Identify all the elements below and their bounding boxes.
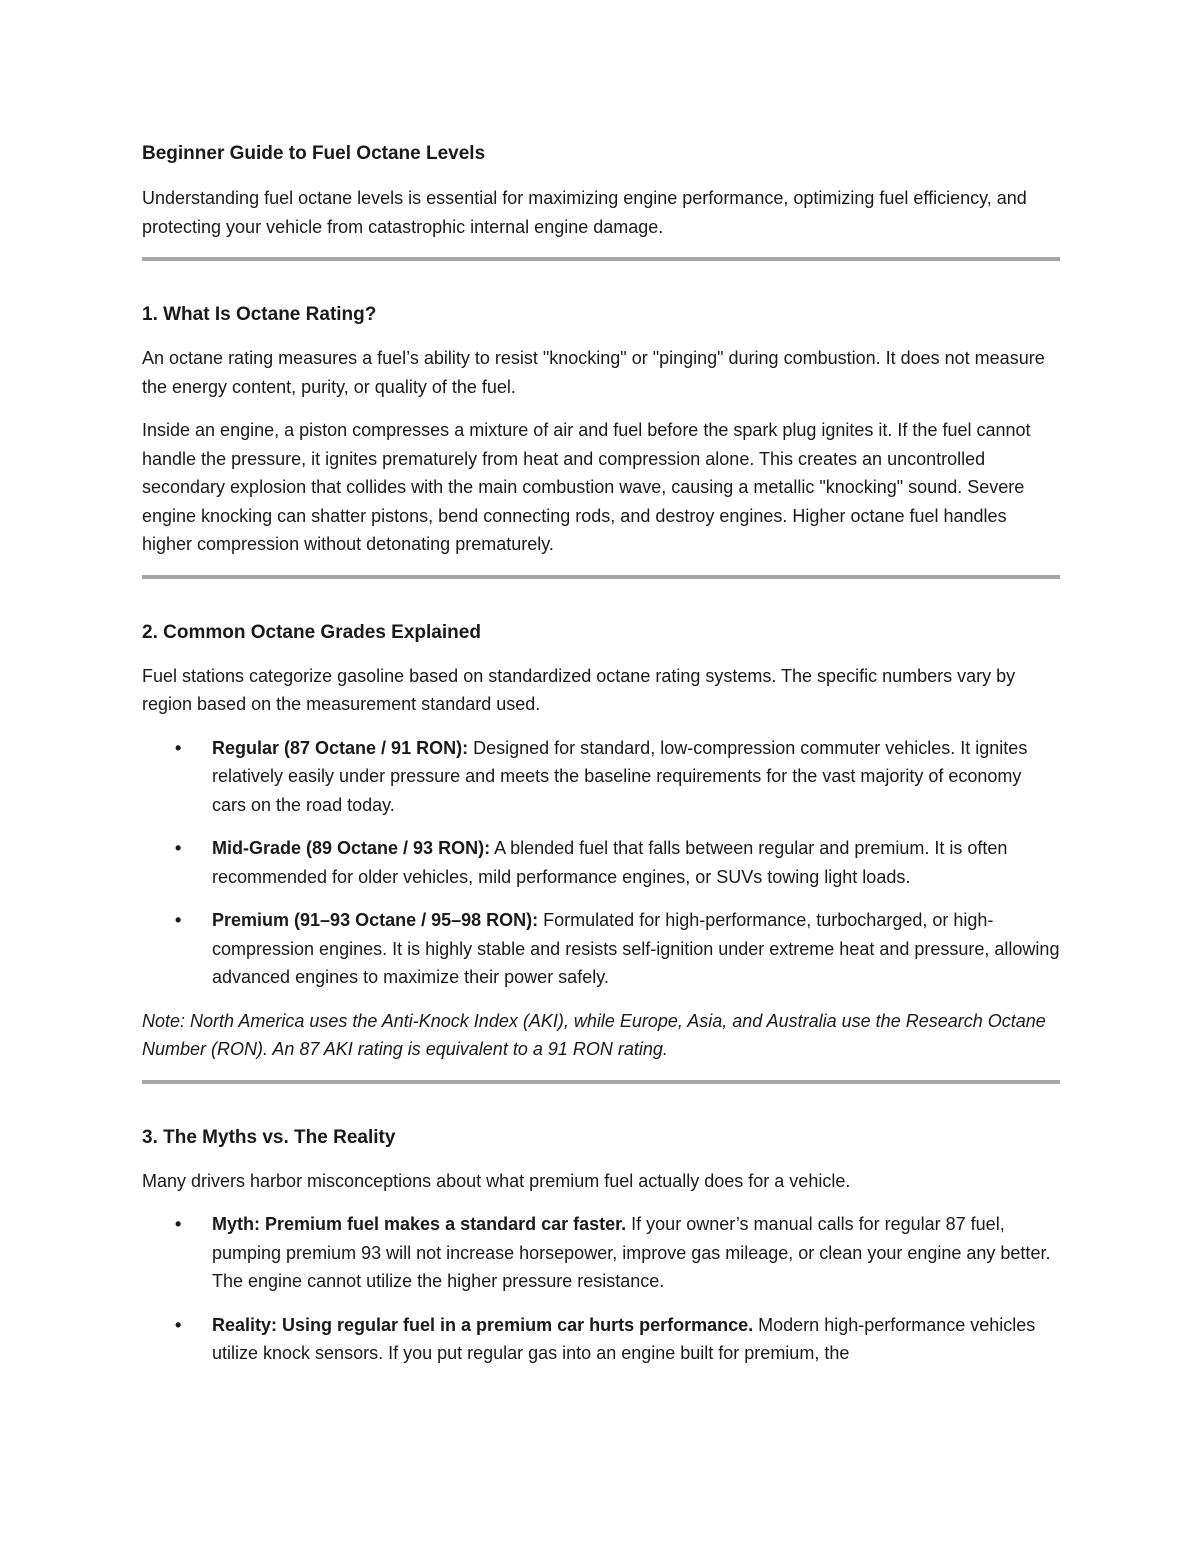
section-divider — [142, 575, 1060, 579]
bullet-icon: • — [175, 838, 182, 858]
list-item — [142, 734, 1060, 820]
section-divider — [142, 257, 1060, 261]
document-title: Beginner Guide to Fuel Octane Levels — [142, 143, 486, 164]
note-paragraph: Note: North America uses the Anti-Knock Index (AKI), while Europe, Asia, and Australia use the Research Octane Number (RON). An 87 AKI rating is equivalent to a 91 RON rating. — [142, 1010, 1046, 1059]
list-item-text: If your owner’s manual calls for regular 87 fuel, pumping premium 93 will not increase horsepower, improve gas mileage, or clean your engine any better. The engine cannot utilize the higher pressure resistance. — [212, 1214, 1051, 1291]
bullet-icon: • — [175, 1214, 182, 1234]
intro-paragraph: Understanding fuel octane levels is essential for maximizing engine performance, optimizing fuel efficiency, and protecting your vehicle from catastrophic internal engine damage. — [142, 188, 1027, 237]
list-item-text: Designed for standard, low-compression commuter vehicles. It ignites relatively easily under pressure and meets the baseline requirements for the vast majority of economy cars on the road today. — [212, 737, 1028, 815]
list-item — [142, 1311, 1060, 1368]
grades-list — [142, 734, 1060, 992]
list-item-text: Formulated for high-performance, turbocharged, or high-compression engines. It is highly stable and resists self-ignition under extreme heat and pressure, allowing advanced engines to maximize their power safely. — [212, 910, 1060, 987]
section-heading-myths-reality: 3. The Myths vs. The Reality — [142, 1126, 396, 1148]
section-heading-octane-grades: 2. Common Octane Grades Explained — [142, 621, 481, 643]
list-item-term: Premium (91–93 Octane / 95–98 RON): — [212, 910, 539, 930]
section-divider — [142, 1080, 1060, 1084]
section-heading-octane-rating: 1. What Is Octane Rating? — [142, 304, 377, 325]
bullet-icon: • — [175, 1314, 182, 1335]
myths-list — [142, 1210, 1060, 1368]
list-item-text: A blended fuel that falls between regular and premium. It is often recommended for older vehicles, mild performance engines, or SUVs towing light loads. — [212, 838, 1008, 887]
section-paragraph: Many drivers harbor misconceptions about what premium fuel actually does for a vehicle. — [142, 1170, 851, 1191]
bullet-icon: • — [175, 910, 182, 930]
bullet-icon: • — [175, 737, 182, 758]
list-item-term: Reality: Using regular fuel in a premium car hurts performance. — [212, 1314, 754, 1335]
list-item — [142, 1210, 1060, 1296]
section-paragraph: Inside an engine, a piston compresses a mixture of air and fuel before the spark plug ignites it. If the fuel cannot handle the pressure, it ignites prematurely from heat and compression alone. This creates an uncontrolled secondary explosion that collides with the main combustion wave, causing a metallic "knocking" sound. Severe engine knocking can shatter pistons, bend connecting rods, and destroy engines. Higher octane fuel handles higher compression without detonating prematurely. — [142, 420, 1031, 554]
section-paragraph: An octane rating measures a fuel’s ability to resist "knocking" or "pinging" during combustion. It does not measure the energy content, purity, or quality of the fuel. — [142, 348, 1045, 397]
list-item — [142, 834, 1060, 891]
list-item-text: Modern high-performance vehicles utilize knock sensors. If you put regular gas into an engine built for premium, the — [212, 1314, 1036, 1363]
list-item-term: Myth: Premium fuel makes a standard car faster. — [212, 1214, 627, 1234]
section-paragraph: Fuel stations categorize gasoline based on standardized octane rating systems. The specific numbers vary by region based on the measurement standard used. — [142, 665, 1016, 714]
list-item-term: Regular (87 Octane / 91 RON): — [212, 737, 469, 758]
document-page — [142, 140, 1060, 1383]
list-item — [142, 906, 1060, 992]
list-item-term: Mid-Grade (89 Octane / 93 RON): — [212, 838, 491, 858]
